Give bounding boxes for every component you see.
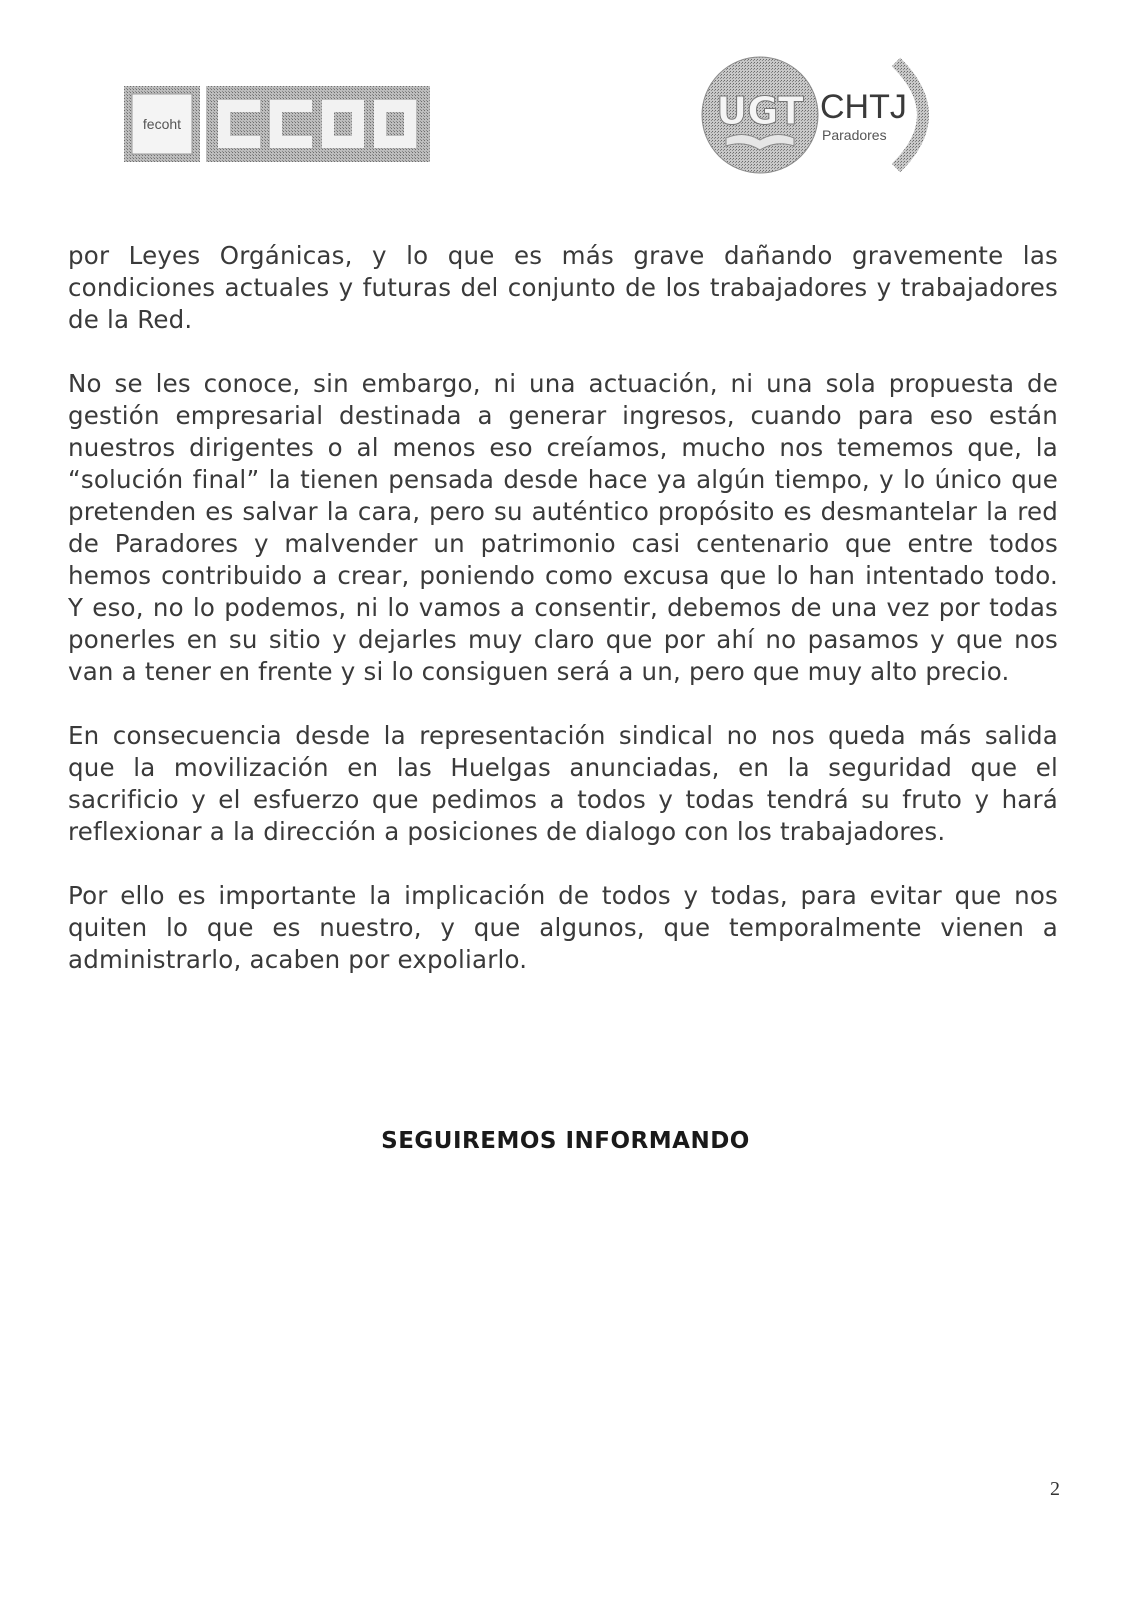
paradores-label: Paradores xyxy=(822,127,887,143)
fecoht-ccoo-logo xyxy=(124,86,430,162)
body-paragraph-3: En consecuencia desde la representación sindical no nos queda más salida que la movilización en las Huelgas anunciadas, en la seguridad que el sacrificio y el esfuerzo que pedimos a todos y todas tendrá su fruto y hará reflexionar a la dirección a posiciones de dialogo con los trabajadores. xyxy=(68,721,1058,846)
body-paragraph-4: Por ello es importante la implicación de todos y todas, para evitar que nos quiten lo que es nuestro, y que algunos, que temporalmente vienen a administrarlo, acaben por expoliarlo. xyxy=(68,881,1058,974)
ugt-label: UGT xyxy=(716,89,804,133)
closing-statement: SEGUIREMOS INFORMANDO xyxy=(381,1128,750,1154)
chtj-label: CHTJ xyxy=(820,88,907,126)
fecoht-label: fecoht xyxy=(142,116,182,132)
body-paragraph-2: No se les conoce, sin embargo, ni una actuación, ni una sola propuesta de gestión empresarial destinada a generar ingresos, cuando para eso están nuestros dirigentes o al menos eso creíamos, mucho nos tememos que, la “solución final” la tienen pensada desde hace ya algún tiempo, y lo único que pretenden es salvar la cara, pero su auténtico propósito es desmantelar la red de Paradores y malvender un patrimonio casi centenario que entre todos hemos contribuido a crear, poniendo como excusa que lo han intentado todo. Y eso, no lo podemos, ni lo vamos a consentir, debemos de una vez por todas ponerles en su sitio y dejarles muy claro que por ahí no pasamos y que nos van a tener en frente y si lo consiguen será a un, pero que muy alto precio. xyxy=(68,369,1058,686)
ugt-chtj-logo xyxy=(700,56,950,174)
body-paragraph-1: por Leyes Orgánicas, y lo que es más grave dañando gravemente las condiciones actuales y futuras del conjunto de los trabajadores y trabajadores de la Red. xyxy=(68,241,1058,334)
page-number: 2 xyxy=(1050,1478,1060,1500)
letterhead xyxy=(0,0,1131,200)
letter-body xyxy=(68,240,1058,1008)
